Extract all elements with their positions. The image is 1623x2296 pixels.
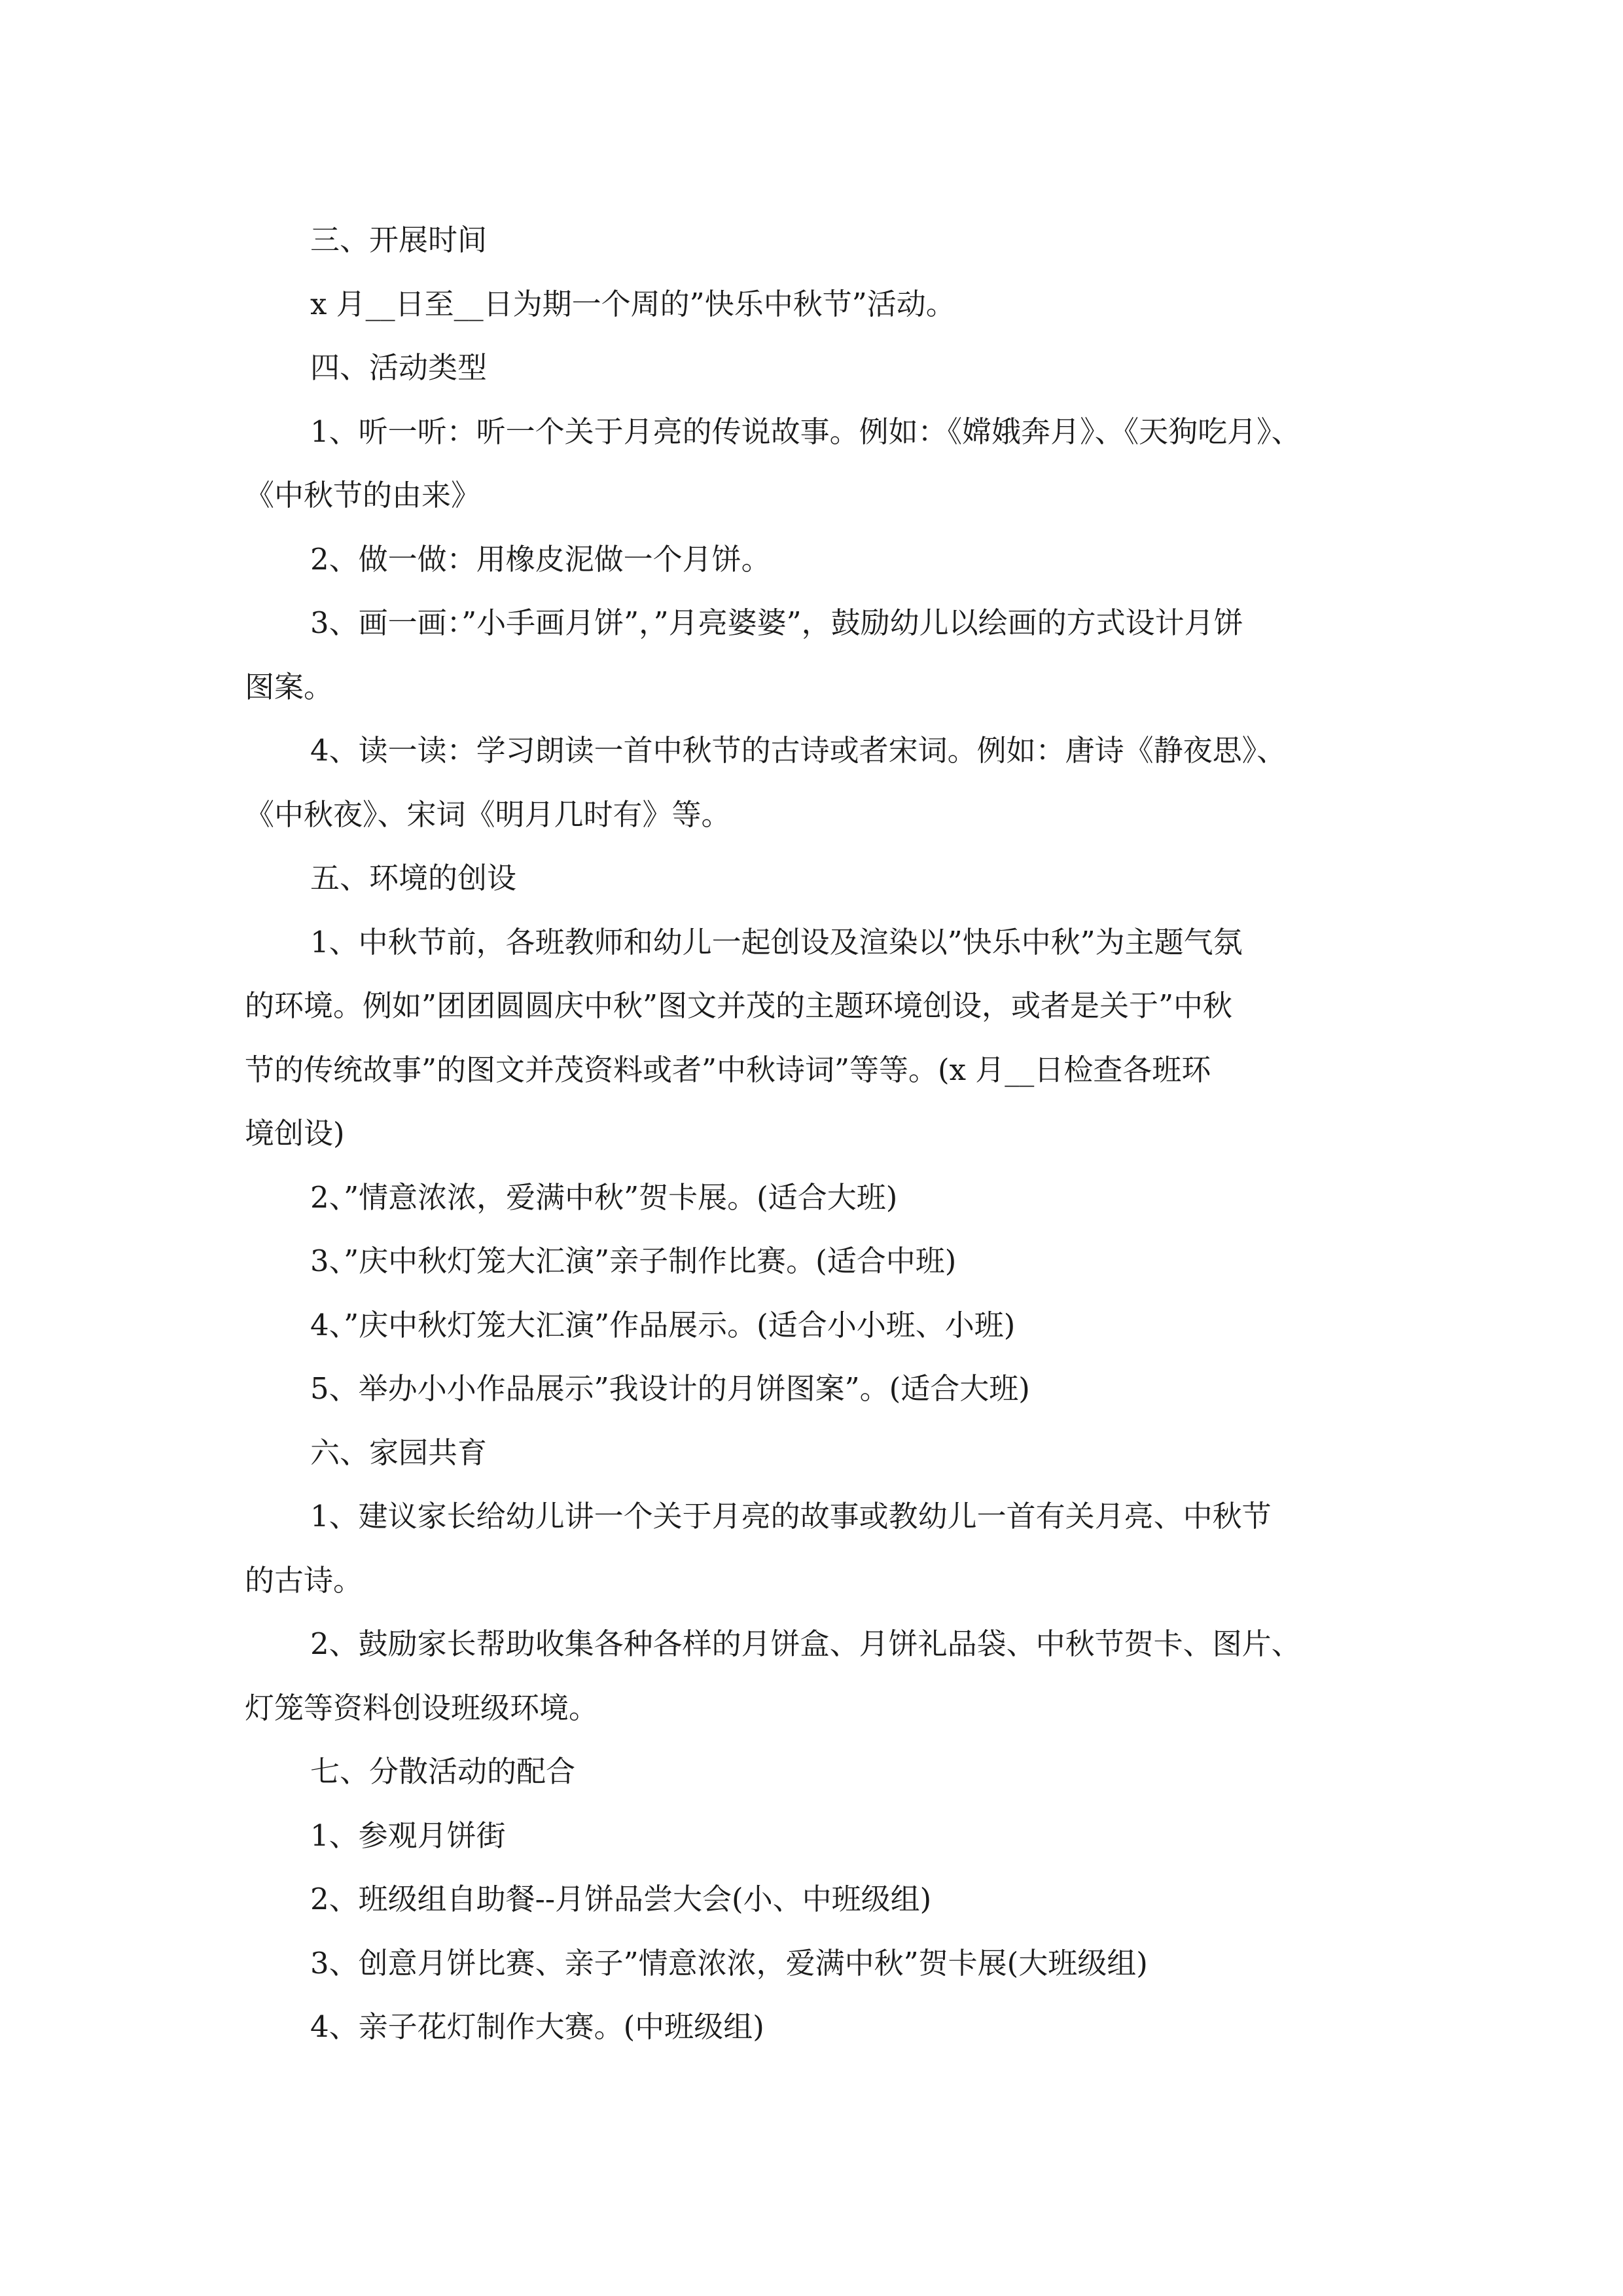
paragraph-line: 1、中秋节前，各班教师和幼儿一起创设及渲染以”快乐中秋”为主题气氛 xyxy=(310,924,1243,960)
paragraph-line: 2、做一做：用橡皮泥做一个月饼。 xyxy=(310,541,771,577)
section-heading-home-school: 六、家园共育 xyxy=(310,1435,488,1470)
paragraph-line: 的古诗。 xyxy=(245,1562,363,1598)
paragraph-line: 的环境。例如”团团圆圆庆中秋”图文并茂的主题环境创设，或者是关于”中秋 xyxy=(245,988,1233,1023)
document-body xyxy=(245,208,1397,2059)
paragraph-line: 2、”情意浓浓，爱满中秋”贺卡展。(适合大班) xyxy=(310,1179,898,1215)
paragraph-line: 图案。 xyxy=(245,669,334,704)
paragraph-line: x 月__日至__日为期一个周的”快乐中秋节”活动。 xyxy=(310,286,955,321)
paragraph-line: 2、鼓励家长帮助收集各种各样的月饼盒、月饼礼品袋、中秋节贺卡、图片、 xyxy=(310,1626,1301,1661)
paragraph-line: 2、班级组自助餐--月饼品尝大会(小、中班级组) xyxy=(310,1882,932,1916)
paragraph-line: 3、”庆中秋灯笼大汇演”亲子制作比赛。(适合中班) xyxy=(310,1244,957,1278)
section-heading-scattered-activities: 七、分散活动的配合 xyxy=(310,1754,576,1789)
paragraph-line: 4、”庆中秋灯笼大汇演”作品展示。(适合小小班、小班) xyxy=(310,1307,1016,1342)
section-heading-environment: 五、环境的创设 xyxy=(310,861,517,895)
paragraph-line: 4、读一读：学习朗读一首中秋节的古诗或者宋词。例如：唐诗《静夜思》、 xyxy=(310,733,1287,768)
paragraph-line: 1、听一听：听一个关于月亮的传说故事。例如：《嫦娥奔月》、《天狗吃月》、 xyxy=(310,414,1301,449)
section-heading-schedule: 三、开展时间 xyxy=(310,223,488,257)
paragraph-line: 3、创意月饼比赛、亲子”情意浓浓，爱满中秋”贺卡展(大班级组) xyxy=(310,1945,1148,1981)
section-heading-activity-types: 四、活动类型 xyxy=(310,350,488,385)
paragraph-line: 《中秋节的由来》 xyxy=(245,478,481,512)
paragraph-line: 节的传统故事”的图文并茂资料或者”中秋诗词”等等。(x 月__日检查各班环 xyxy=(245,1052,1211,1087)
paragraph-line: 4、亲子花灯制作大赛。(中班级组) xyxy=(310,2009,764,2044)
paragraph-line: 1、建议家长给幼儿讲一个关于月亮的故事或教幼儿一首有关月亮、中秋节 xyxy=(310,1499,1272,1534)
paragraph-line: 3、画一画：”小手画月饼”，”月亮婆婆”，鼓励幼儿以绘画的方式设计月饼 xyxy=(310,605,1243,640)
paragraph-line: 《中秋夜》、宋词《明月几时有》等。 xyxy=(245,797,731,832)
paragraph-line: 5、举办小小作品展示”我设计的月饼图案”。(适合大班) xyxy=(310,1371,1030,1406)
paragraph-line: 1、参观月饼街 xyxy=(310,1818,506,1853)
paragraph-line: 境创设) xyxy=(245,1116,345,1151)
paragraph-line: 灯笼等资料创设班级环境。 xyxy=(245,1690,599,1725)
